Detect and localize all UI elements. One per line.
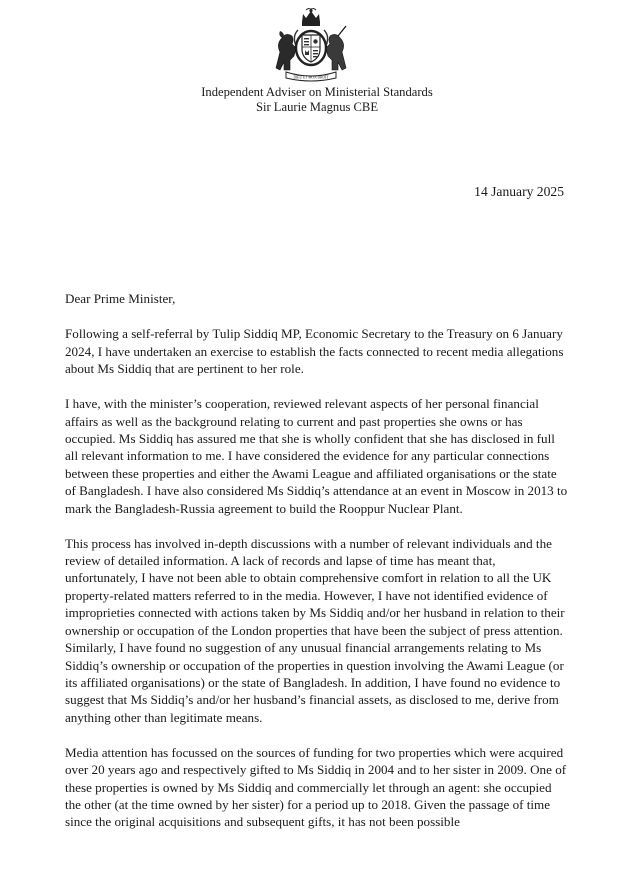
letter-date: 14 January 2025 xyxy=(474,184,564,199)
paragraph-2: I have, with the minister’s cooperation, reviewed relevant aspects of her personal financial affairs as well as the background relating to current and past properties she owns or has occupied. Ms Siddiq has assured me that she is wholly confident that she has disclosed in full all relevant information to me. I have considered the evidence for any particular connections between these properties and either the Awami League and affiliated organisations or the state of Bangladesh. I have also considered Ms Siddiq’s attendance at an event in Moscow in 2013 to mark the Bangladesh-Russia agreement to build the Rooppur Nuclear Plant. xyxy=(65,396,568,516)
letterhead-name: Sir Laurie Magnus CBE xyxy=(255,100,379,114)
royal-coat-of-arms-icon xyxy=(268,8,354,82)
crest-motto: DIEU ET MON DROIT xyxy=(293,75,329,80)
salutation: Dear Prime Minister, xyxy=(65,291,176,306)
paragraph-1: Following a self-referral by Tulip Siddiq MP, Economic Secretary to the Treasury on 6 January 2024, I have undertaken an exercise to establish the facts connected to recent media allegations about Ms Siddiq that are pertinent to her role. xyxy=(65,326,564,377)
letter-body xyxy=(65,290,570,848)
letterhead-office: Independent Adviser on Ministerial Standards xyxy=(201,85,433,99)
paragraph-3: This process has involved in-depth discussions with a number of relevant individuals and the review of detailed information. A lack of records and lapse of time has meant that, unfortunately, I have not been able to obtain comprehensive comfort in relation to all the UK property-related matters referred to in the media. However, I have not identified evidence of improprieties connected with actions taken by Ms Siddiq and/or her husband in relation to their ownership or occupation of the London properties that have been the subject of press attention. Similarly, I have found no suggestion of any unusual financial arrangements relating to Ms Siddiq’s ownership or occupation of the properties in question involving the Awami League (or its affiliated organisations) or the state of Bangladesh. In addition, I have found no evidence to suggest that Ms Siddiq’s and/or her husband’s financial assets, as disclosed to me, derive from anything other than legitimate means. xyxy=(65,535,565,725)
paragraph-4: Media attention has focussed on the sources of funding for two properties which were acquired over 20 years ago and respectively gifted to Ms Siddiq in 2004 and to her sister in 2009. One of these properties is owned by Ms Siddiq and commercially let through an agent: she occupied the other (at the time owned by her sister) for a period up to 2018. Given the passage of time since the original acquisitions and subsequent gifts, it has not been possible xyxy=(65,744,567,830)
